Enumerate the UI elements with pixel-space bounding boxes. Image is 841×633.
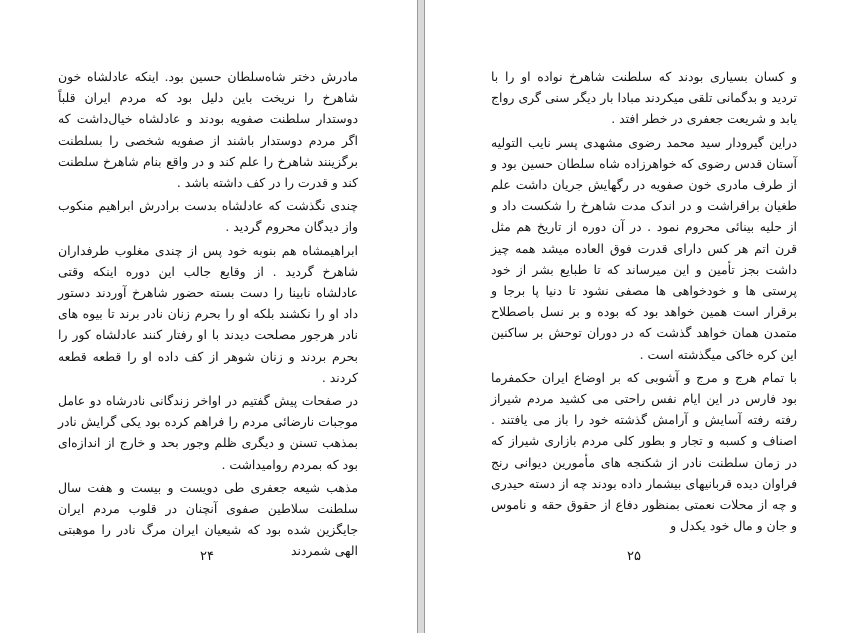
right-page: [424, 0, 841, 633]
paragraph: دراین گیرودار سید محمد رضوی مشهدی پسر نایب التولیه آستان قدس رضوی که خواهرزاده شاه سلطان حسین بود و از طرف مادری خون صفویه در رگهایش جریان داشت علم طغیان برافراشت و در اندک مدت شاهرخ را شکست داد و از حلیه بینائی محروم نمود . در آن دوره از تاریخ هم مثل قرن اتم هر کس دارای قدرت فوق العاده میشد همه چیز داشت بجز تأمین و این میرساند که تا طبایع بشر از خود پرستی ها و خودخواهی ها مصفی نشود تا دنیا پا برجا و برقرار است همین خواهد بود که بوده و بر نسل باصطلاح متمدن همان خواهد گذشت که در دوران توحش بر ساکنین این کره خاکی میگذشته است .: [491, 134, 797, 362]
paragraph: ابراهیمشاه هم بنوبه خود پس از چندی مغلوب طرفداران شاهرخ گردید . از وقایع جالب این دوره اینکه وقتی عادلشاه نابینا را دست بسته حضور شاهرخ آوردند دستور داد او را نکشند بلکه او را بحرم زنان نادر برند تا بیوه های نادر هرجور مصلحت دیدند با او رفتار کنند عادلشاه کور را بحرم بردند و زنان شوهر از کف داده او را قطعه قطعه کردند .: [58, 242, 358, 385]
paragraph: با تمام هرج و مرج و آشوبی که بر اوضاع ایران حکمفرما بود فارس در این ایام نفس راحتی می کشید مردم شیراز رفته رفته آسایش و آرامش گذشته خود را باز می یافتند . اصناف و کسبه و تجار و بطور کلی مردم بازاری شیراز که در زمان سلطنت نادر از شکنجه های مأمورین دیوانی رنج فراوان دیده قربانیهای بیشمار داده بودند چه از دسته حیدری و چه از محلات نعمتی بمنظور دفاع از حقوق حقه و ناموس و جان و مال خود یکدل و: [491, 369, 797, 534]
left-page: [0, 0, 418, 633]
paragraph: در صفحات پیش گفتیم در اواخر زندگانی نادرشاه دو عامل موجبات نارضائی مردم را فراهم کرده بود یکی گرایش نادر بمذهب تسنن و دیگری ظلم وجور بحد و خارج از اندازه‌ای بود که بمردم روامیداشت .: [58, 393, 358, 472]
paragraph: مذهب شیعه جعفری طی دویست و بیست و هفت سال سلطنت سلاطین صفوی آنچنان در قلوب مردم ایران جایگزین شده بود که شیعیان ایران مرگ نادر را موهبتی الهی شمردند: [58, 479, 358, 559]
paragraph: مادرش دختر شاه‌سلطان حسین بود. اینکه عادلشاه خون شاهرخ را نریخت باین دلیل بود که مردم ایران قلباً دوستدار سلطنت صفویه بودند و عادلشاه خیال‌داشت که اگر مردم دوستدار باشند از صفویه شخصی را بسلطنت برگزینند شاهرخ را علم کند و در واقع بنام شاهرخ سلطنت کند و قدرت را در کف داشته باشد .: [58, 69, 358, 191]
page-number: ۲۵: [627, 549, 641, 564]
paragraph: چندی نگذشت که عادلشاه بدست برادرش ابراهیم منکوب واز دیدگان محروم گردید .: [58, 198, 358, 235]
left-page-body: [58, 66, 358, 562]
right-page-body: [491, 66, 797, 536]
paragraph: و کسان بسیاری بودند که سلطنت شاهرخ نواده او را با تردید و بدگمانی تلقی میکردند مبادا بار دیگر سنی گری رواج یابد و شریعت جعفری در خطر افتد .: [491, 69, 797, 127]
page-number: ۲۴: [200, 549, 214, 564]
